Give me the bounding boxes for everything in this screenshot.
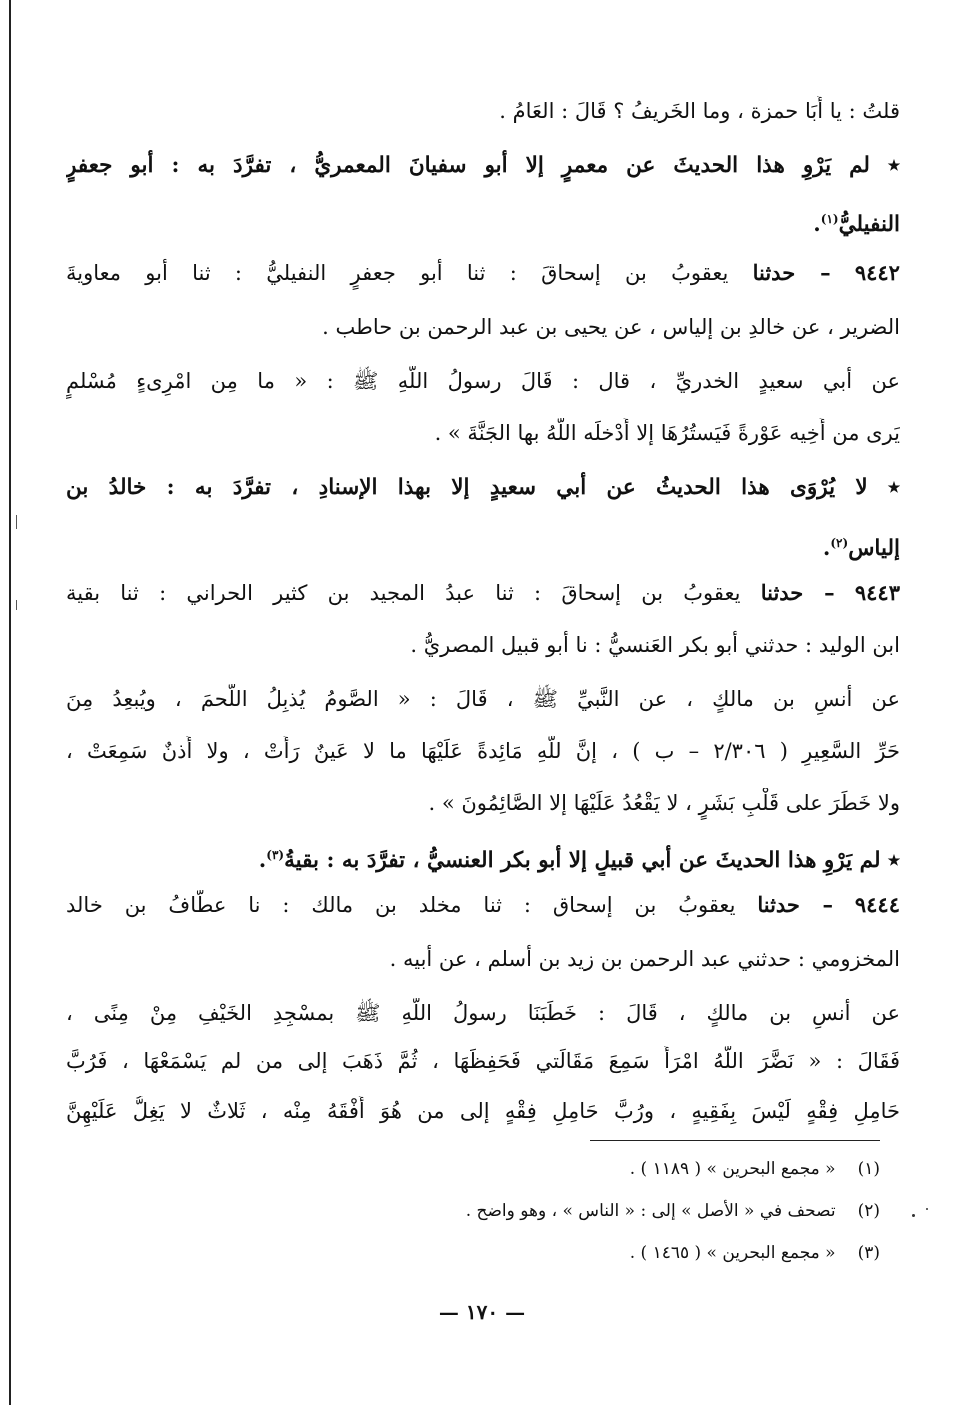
text-line: عن أبي سعيدٍ الخدريِّ ، قال : قَالَ رسولُ اللَّهِ ﷺ : « ما مِن امْرِىءٍ مُسْلمٍ [66, 369, 900, 393]
asterisk-icon: ٭ [888, 152, 900, 178]
page-edge-line [9, 0, 11, 1405]
hadith-heading-line: ٩٤٤٢ – حدثنا يعقوبُ بن إسحاقَ : ثنا أبو جعفرٍ النفيليُّ : ثنا أبو معاويةَ [66, 260, 900, 285]
hadith-number: ٩٤٤٣ [854, 580, 900, 605]
page-number: — ١٧٠ — [438, 1300, 526, 1324]
text-line: الضرير ، عن خالدِ بن إلياس ، عن يحيى بن عبد الرحمن بن حاطب . [322, 315, 900, 339]
hadith-label: – حدثنا [760, 580, 835, 605]
footnote-text: « مجمع البحرين » ( ١٤٦٥ ) . [629, 1243, 836, 1263]
text-line: ابن الوليد : حدثني أبو بكر العَنسيُّ : نا أبو قبيل المصريُّ . [410, 633, 900, 657]
text-line: يَرى من أَخِيه عَوْرةً فَيَستُرُهَا إلا أَدْخلَه اللَّهُ بها الجَنَّةَ » . [434, 421, 900, 445]
hadith-heading-line: ٩٤٤٤ – حدثنا يعقوبُ بن إسحاق : ثنا مخلد بن مالك : نا عطَّافُ بن خالد [66, 892, 900, 917]
scan-speck [926, 1208, 928, 1210]
footnote-ref: (١) [820, 212, 839, 226]
asterisk-icon: ٭ [888, 474, 900, 500]
note-line: ٭ لم يَرْوِ هذا الحديثَ عن أبي قبيلٍ إلا أبو بكر العنسيُّ ، تفرَّدَ به : بقيةُ$^{(٣)}$. [258, 847, 900, 874]
footnote-ref: (٣) [266, 848, 285, 862]
footnote-separator [590, 1140, 880, 1141]
margin-mark [16, 515, 17, 529]
note-line: النفيليُّ$^{(١)}$. [813, 212, 900, 238]
footnote-number: (٣) [857, 1243, 880, 1263]
margin-mark [16, 600, 17, 610]
text-line: حَرِّ السَّعِيرِ ( ٢/٣٠٦ – ب ) ، إنَّ للَّهِ مَائِدةً عَلَيْهَا ما لا عَينٌ رَأَتْ ، ولا أُذنٌ سَمِعَتْ ، [66, 739, 900, 763]
footnote-number: (٢) [857, 1201, 880, 1221]
text-line: ولا خَطَرَ على قَلْبِ بَشَرٍ ، لا يَقْعُدُ عَلَيْهَا إلا الصَّائِمُونَ » . [428, 791, 900, 815]
text-line: قلتُ : يا أَبَا حمزة ، وما الخَريفُ ؟ قَالَ : العَامُ . [499, 99, 900, 123]
hadith-label: – حدثنا [757, 892, 833, 917]
text-line: عن أنسِ بن مالكٍ ، قَالَ : خَطَبَنَا رسولُ اللَّهِ ﷺ بمسْجِدِ الخَيْفِ مِنْ مِنًى ، [66, 1001, 900, 1025]
footnote-number: (١) [857, 1159, 880, 1179]
note-line: ٭ لا يُرْوَى هذا الحديثُ عن أبي سعيدٍ إلا بهذا الإسنادِ ، تفرَّدَ به : خالدُ بن [66, 474, 900, 500]
text-line: حَامِلِ فِقْهٍ لَيْسَ بِفَقِيهٍ ، ورُبَّ حَامِلِ فِقْهٍ إلى من هُوَ أَفْقَهُ مِنْه ، ثَلاثٌ لا يَغِلُّ عَلَيْهِنَّ [66, 1099, 900, 1123]
hadith-number: ٩٤٤٤ [854, 892, 900, 917]
footnote-text: « مجمع البحرين » ( ١١٨٩ ) . [629, 1159, 836, 1179]
footnote [200, 1156, 880, 1182]
text-line: فَقَالَ : « نَضَّرَ اللَّهُ امْرَأً سَمِعَ مَقَالَتي فَحَفِظَهَا ، ثُمَّ ذَهَبَ إلى من لم يَسْمَعْهَا ، فَرُبَّ [66, 1049, 900, 1073]
text-line: عن أنسِ بن مالكٍ ، عن النَّبيِّ ﷺ ، قَالَ : « الصَّومُ يُذبِلُ اللَّحمَ ، ويُبعِدُ مِنَ [66, 687, 900, 711]
footnote-text: تصحف في « الأصل » إلى : « الناس » ، وهو واضح . [465, 1201, 836, 1221]
footnote-ref: (٢) [830, 536, 849, 550]
note-line: ٭ لم يَرْوِ هذا الحديثَ عن معمرٍ إلا أبو سفيانَ المعمريُّ ، تفرَّدَ به : أبو جعفرٍ [66, 152, 900, 178]
hadith-number: ٩٤٤٢ [854, 260, 900, 285]
text-line: المخزومي : حدثني عبد الرحمن بن زيد بن أسلم ، عن أبيه . [389, 947, 900, 971]
hadith-label: – حدثنا [752, 260, 831, 285]
asterisk-icon: ٭ [888, 847, 900, 874]
hadith-heading-line: ٩٤٤٣ – حدثنا يعقوبُ بن إسحاقَ : ثنا عبدُ المجيد بن كثير الحراني : ثنا بقية [66, 580, 900, 605]
footnote [200, 1240, 880, 1266]
footnote [200, 1198, 880, 1224]
note-line: إلياس$^{(٢)}$. [822, 536, 900, 562]
scan-speck [912, 1214, 915, 1217]
